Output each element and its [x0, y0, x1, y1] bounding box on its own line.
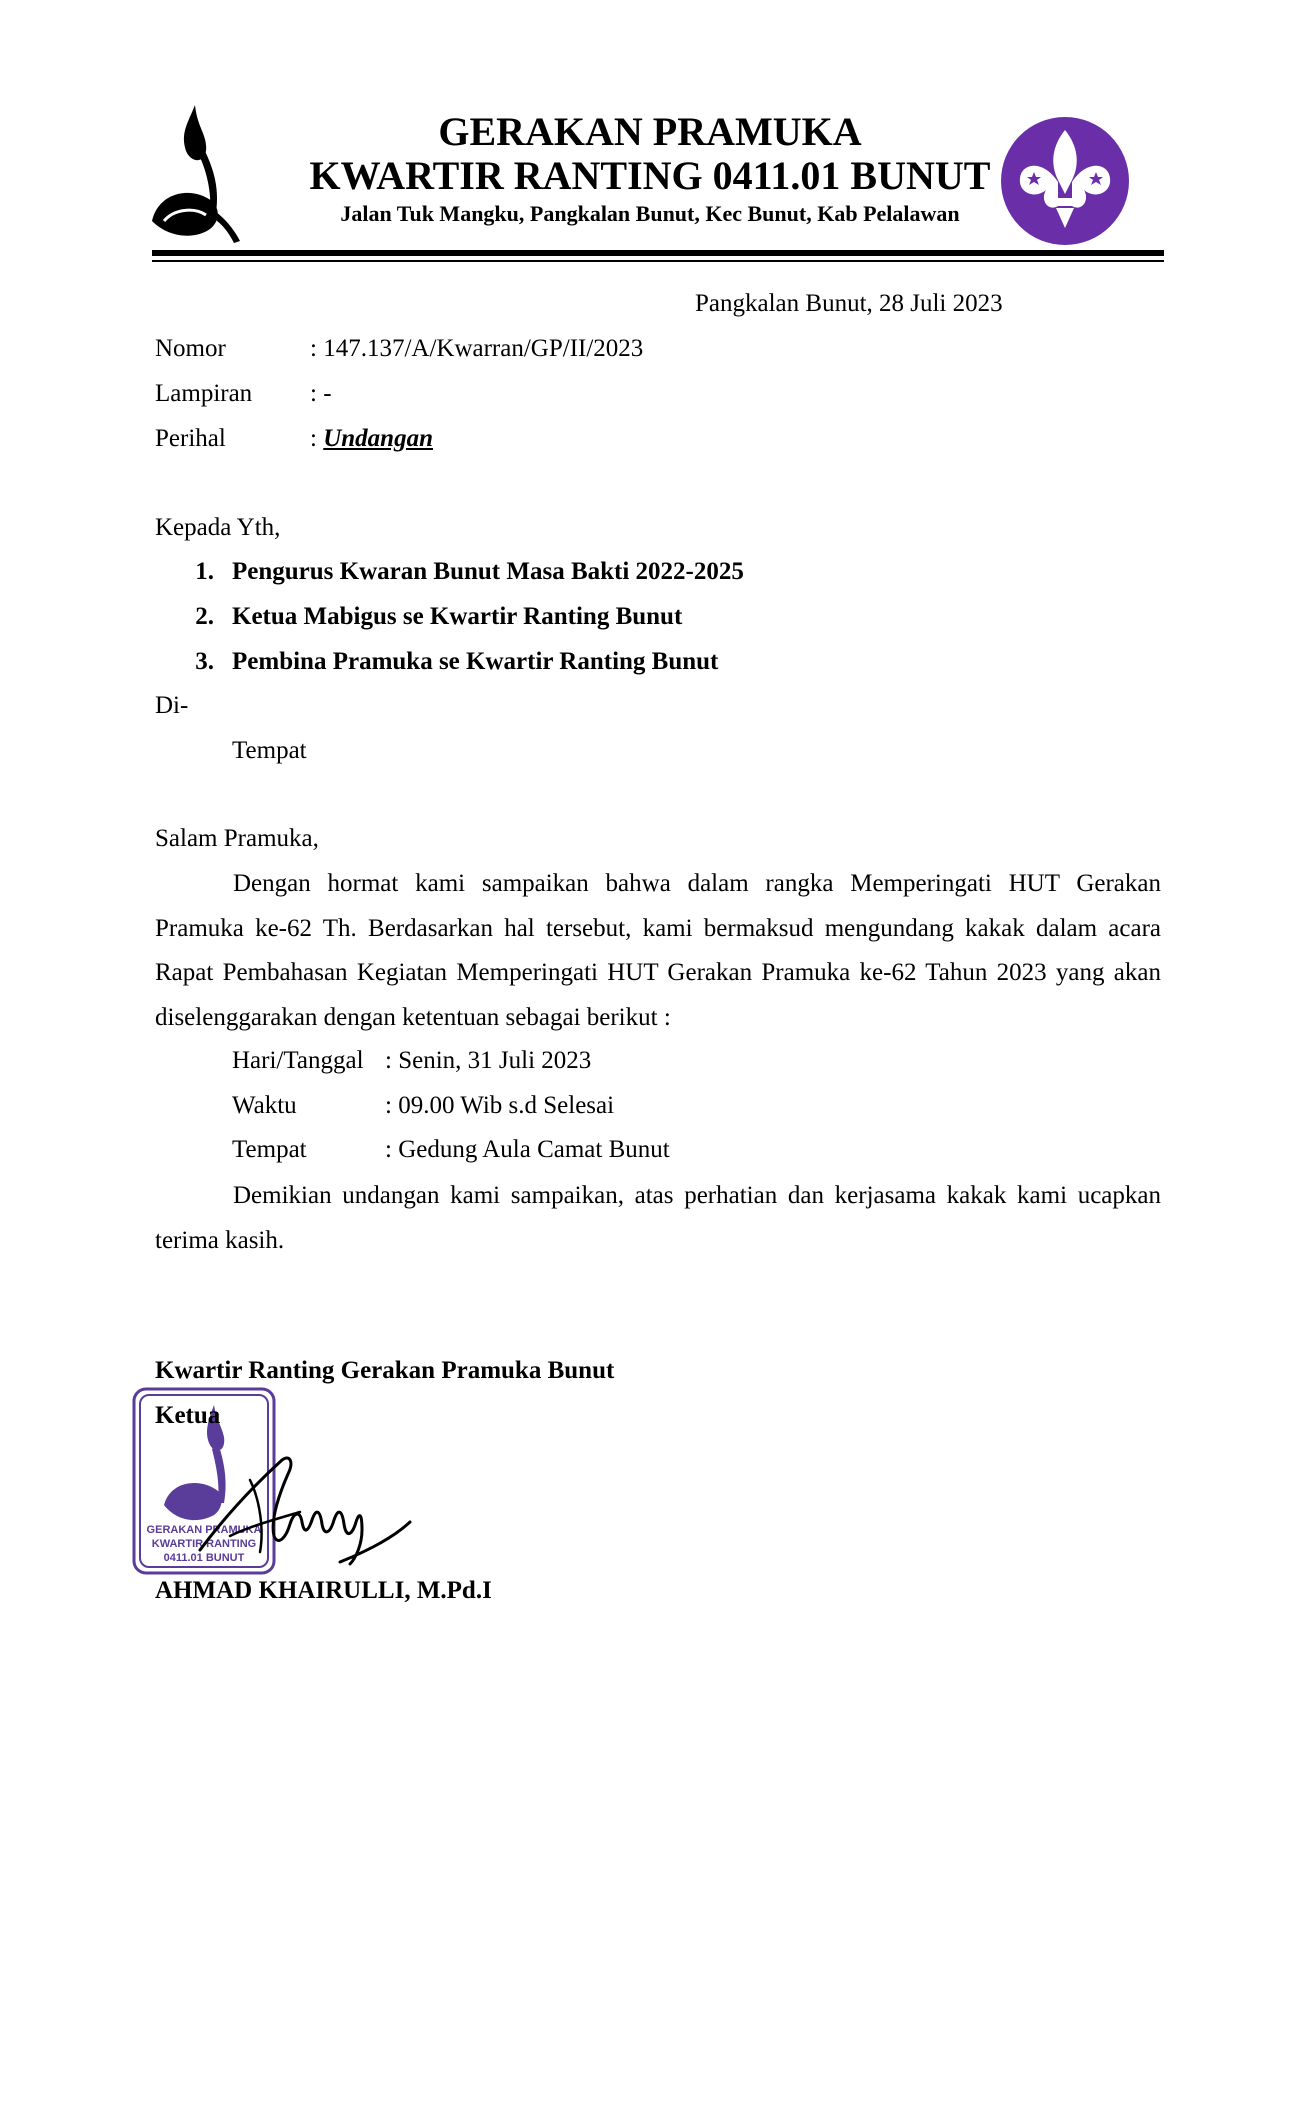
meta-value-perihal-prefix: :	[310, 425, 324, 452]
detail-label-time: Waktu	[232, 1092, 297, 1119]
org-name-line-2: KWARTIR RANTING 0411.01 BUNUT	[309, 153, 991, 198]
address-di: Di-	[155, 692, 189, 719]
signature-organization: Kwartir Ranting Gerakan Pramuka Bunut	[155, 1357, 615, 1384]
letterhead-divider-thick	[152, 250, 1164, 256]
address-place: Tempat	[232, 737, 307, 764]
recipient-item: Ketua Mabigus se Kwartir Ranting Bunut	[232, 603, 683, 630]
fleur-de-lis-emblem-icon	[1000, 116, 1130, 246]
recipient-item: Pembina Pramuka se Kwartir Ranting Bunut	[232, 648, 719, 675]
body-paragraph-2: Demikian undangan kami sampaikan, atas perhatian dan kerjasama kakak kami ucapkan terima kasih.	[155, 1182, 1161, 1254]
recipient-salutation: Kepada Yth,	[155, 514, 281, 541]
meta-label-lampiran: Lampiran	[155, 380, 253, 407]
meta-value-perihal	[310, 423, 433, 455]
letterhead-divider-thin	[152, 260, 1164, 262]
greeting: Salam Pramuka,	[155, 825, 319, 852]
meta-label-perihal: Perihal	[155, 425, 226, 452]
recipient-number: 3.	[195, 648, 214, 675]
recipient-item: Pengurus Kwaran Bunut Masa Bakti 2022-2025	[232, 558, 744, 585]
letter-subject: Undangan	[323, 425, 433, 452]
meta-label-nomor: Nomor	[155, 335, 226, 362]
body-paragraph-1: Dengan hormat kami sampaikan bahwa dalam rangka Memperingati HUT Gerakan Pramuka ke-62 Th. Berdasarkan hal tersebut, kami bermaksud mengundang kakak dalam acara Rapat Pembahasan Kegiatan Memperingati HUT Gerakan Pramuka ke-62 Tahun 2023 yang akan diselenggarakan dengan ketentuan sebagai berikut :	[155, 870, 1161, 1032]
recipient-number: 1.	[195, 558, 214, 585]
stamp-text-line: GERAKAN PRAMUKA	[146, 1524, 262, 1536]
handwritten-signature-icon	[190, 1440, 420, 1570]
org-address: Jalan Tuk Mangku, Pangkalan Bunut, Kec Bunut, Kab Pelalawan	[340, 201, 960, 226]
detail-label-place: Tempat	[232, 1136, 307, 1163]
stamp-text-line: KWARTIR RANTING	[151, 1538, 257, 1550]
detail-label-date: Hari/Tanggal	[232, 1047, 364, 1074]
org-name-line-1: GERAKAN PRAMUKA	[438, 109, 862, 154]
letter-date: Pangkalan Bunut, 28 Juli 2023	[695, 290, 1003, 317]
detail-value-time: : 09.00 Wib s.d Selesai	[385, 1092, 615, 1119]
detail-value-date: : Senin, 31 Juli 2023	[385, 1047, 592, 1074]
recipient-number: 2.	[195, 603, 214, 630]
meta-value-lampiran: : -	[310, 380, 332, 407]
meta-value-nomor: : 147.137/A/Kwarran/GP/II/2023	[310, 335, 644, 362]
detail-value-place: : Gedung Aula Camat Bunut	[385, 1136, 670, 1163]
stamp-text-line: 0411.01 BUNUT	[163, 1552, 245, 1564]
tunas-kelapa-logo-icon	[150, 105, 245, 245]
signature-role: Ketua	[155, 1402, 221, 1429]
signer-name: AHMAD KHAIRULLI, M.Pd.I	[155, 1577, 492, 1604]
